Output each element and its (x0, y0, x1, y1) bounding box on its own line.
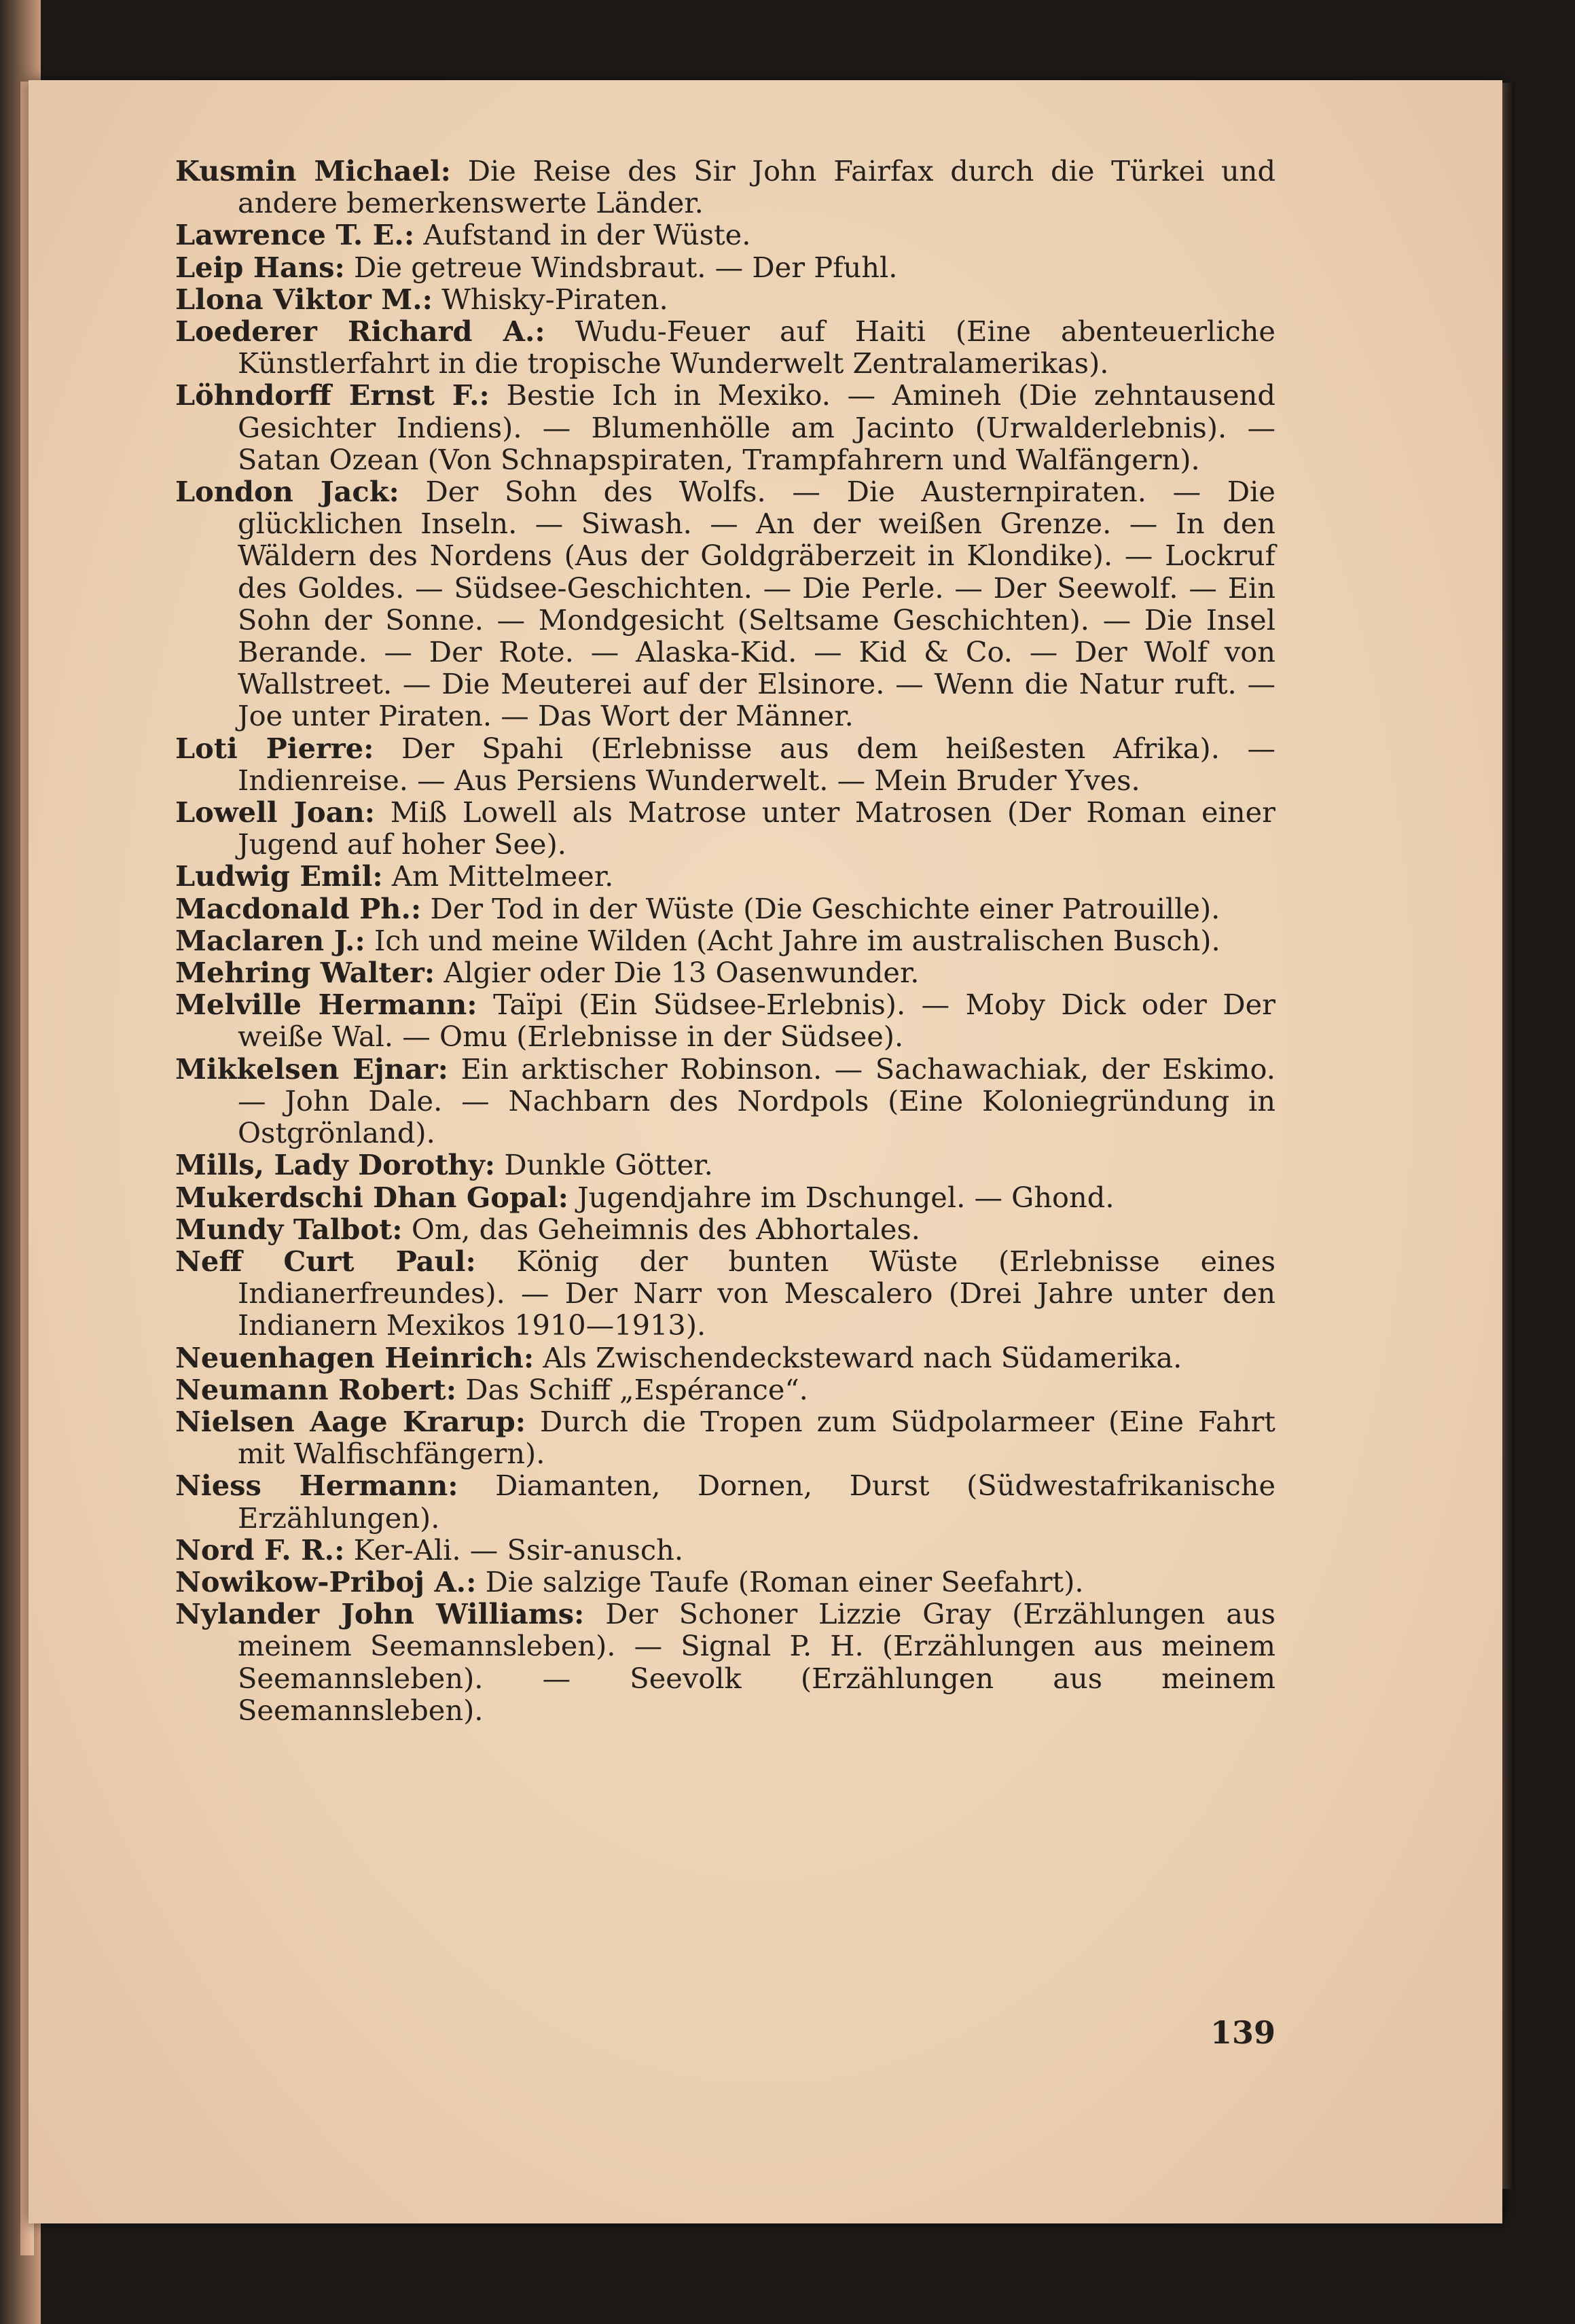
work-titles: Der Tod in der Wüste (Die Geschichte einer Patrouille). (430, 891, 1220, 925)
list-item (175, 1149, 1275, 1181)
work-titles: Der Spahi (Erlebnisse aus dem heißesten Afrika). — Indienreise. — Aus Persiens Wunderwelt. — Mein Bruder Yves. (238, 731, 1275, 797)
work-titles: Om, das Geheimnis des Abhortales. (411, 1212, 920, 1246)
work-titles: Die salzige Taufe (Roman einer Seefahrt). (485, 1565, 1084, 1598)
page-number: 139 (1210, 2014, 1275, 2051)
author-name: Ludwig Emil: (175, 859, 383, 893)
list-item (175, 893, 1275, 925)
list-item (175, 1374, 1275, 1406)
work-titles: Der Sohn des Wolfs. — Die Austernpiraten. — Die glücklichen Inseln. — Siwash. — An der weißen Grenze. — In den Wäldern des Nordens (Aus der Goldgräberzeit in Klondike). — Lockruf des Goldes. — Südsee-Geschichten. — Die Perle. — Der Seewolf. — Ein Sohn der Sonne. — Mondgesicht (Seltsame Geschichten). — Die Insel Berande. — Der Rote. — Alaska-Kid. — Kid & Co. — Der Wolf von Wallstreet. — Die Meuterei auf der Elsinore. — Wenn die Natur ruft. — Joe unter Piraten. — Das Wort der Männer. (238, 475, 1275, 733)
work-titles: Ker-Ali. — Ssir-anusch. (353, 1533, 684, 1567)
list-item (175, 315, 1275, 379)
work-titles: Das Schiff „Espérance“. (465, 1372, 808, 1406)
work-titles: Die getreue Windsbraut. — Der Pfuhl. (353, 250, 898, 284)
author-name: Mundy Talbot: (175, 1212, 403, 1246)
author-name: Mukerdschi Dhan Gopal: (175, 1180, 568, 1214)
list-item (175, 1469, 1275, 1533)
list-item (175, 219, 1275, 251)
author-name: Neumann Robert: (175, 1372, 457, 1406)
author-name: Llona Viktor M.: (175, 282, 433, 316)
author-name: Loederer Richard A.: (175, 315, 545, 348)
list-item (175, 1566, 1275, 1598)
work-titles: Dunkle Götter. (504, 1148, 713, 1182)
author-name: Nowikow-Priboj A.: (175, 1565, 477, 1598)
author-name: Lowell Joan: (175, 795, 376, 829)
list-item (175, 379, 1275, 476)
author-name: Niess Hermann: (175, 1469, 458, 1503)
work-titles: Whisky-Piraten. (441, 282, 668, 316)
list-item (175, 155, 1275, 219)
work-titles: Die Reise des Sir John Fairfax durch die Türkei und andere bemerkenswerte Länder. (238, 154, 1276, 220)
list-item (175, 1053, 1275, 1149)
list-item (175, 988, 1275, 1052)
work-titles: Taïpi (Ein Südsee-Erlebnis). — Moby Dick oder Der weiße Wal. — Omu (Erlebnisse in der Südsee). (238, 988, 1275, 1054)
work-titles: Ein arktischer Robinson. — Sachawachiak, der Eskimo. — John Dale. — Nachbarn des Nordpols (Eine Koloniegründung in Ostgrönland). (238, 1052, 1275, 1150)
list-item (175, 476, 1275, 732)
author-name: Kusmin Michael: (175, 154, 452, 187)
list-item (175, 925, 1275, 957)
list-item (175, 957, 1275, 988)
work-titles: Am Mittelmeer. (391, 859, 614, 893)
author-name: Nord F. R.: (175, 1533, 345, 1567)
work-titles: Diamanten, Dornen, Durst (Südwestafrikanische Erzählungen). (238, 1469, 1276, 1535)
work-titles: Ich und meine Wilden (Acht Jahre im australischen Busch). (374, 923, 1220, 957)
list-item (175, 732, 1275, 796)
author-name: Mehring Walter: (175, 956, 435, 990)
work-titles: Algier oder Die 13 Oasenwunder. (443, 956, 920, 990)
author-name: Lawrence T. E.: (175, 218, 415, 252)
author-name: Mikkelsen Ejnar: (175, 1052, 448, 1086)
list-item (175, 860, 1275, 892)
work-titles: Bestie Ich in Mexiko. — Amineh (Die zehntausend Gesichter Indiens). — Blumenhölle am Jacinto (Urwalderlebnis). — Satan Ozean (Von Schnapspiraten, Trampfahrern und Walfängern). (238, 378, 1275, 476)
work-titles: Jugendjahre im Dschungel. — Ghond. (577, 1180, 1115, 1214)
author-name: Maclaren J.: (175, 923, 365, 957)
work-titles: Durch die Tropen zum Südpolarmeer (Eine Fahrt mit Walfischfängern). (238, 1404, 1275, 1471)
list-item (175, 1342, 1275, 1374)
author-name: Löhndorff Ernst F.: (175, 378, 490, 412)
work-titles: Aufstand in der Wüste. (423, 218, 751, 252)
work-titles: Wudu-Feuer auf Haiti (Eine abenteuerliche Künstlerfahrt in die tropische Wunderwelt Zentralamerikas). (238, 315, 1275, 380)
author-name: Melville Hermann: (175, 988, 477, 1022)
list-item (175, 283, 1275, 315)
author-name: London Jack: (175, 475, 399, 509)
author-name: Neuenhagen Heinrich: (175, 1340, 535, 1374)
author-name: Mills, Lady Dorothy: (175, 1148, 496, 1182)
author-name: Nielsen Aage Krarup: (175, 1404, 526, 1438)
author-name: Leip Hans: (175, 250, 345, 284)
list-item (175, 1534, 1275, 1566)
work-titles: König der bunten Wüste (Erlebnisse eines Indianerfreundes). — Der Narr von Mescalero (Drei Jahre unter den Indianern Mexikos 1910—1913). (238, 1244, 1275, 1342)
work-titles: Der Schoner Lizzie Gray (Erzählungen aus meinem Seemannsleben). — Signal P. H. (Erzählungen aus meinem Seemannsleben). — Seevolk (Erzählungen aus meinem Seemannsleben). (238, 1597, 1275, 1727)
bibliography-list (175, 155, 1275, 1726)
list-item (175, 1598, 1275, 1726)
list-item (175, 1245, 1275, 1342)
author-name: Nylander John Williams: (175, 1597, 585, 1631)
author-name: Neff Curt Paul: (175, 1244, 476, 1278)
list-item (175, 1213, 1275, 1245)
work-titles: Miß Lowell als Matrose unter Matrosen (Der Roman einer Jugend auf hoher See). (238, 795, 1275, 861)
list-item (175, 1406, 1275, 1469)
list-item (175, 796, 1275, 860)
list-item (175, 1181, 1275, 1213)
author-name: Loti Pierre: (175, 731, 374, 765)
list-item (175, 251, 1275, 283)
work-titles: Als Zwischendecksteward nach Südamerika. (543, 1340, 1182, 1374)
author-name: Macdonald Ph.: (175, 891, 422, 925)
